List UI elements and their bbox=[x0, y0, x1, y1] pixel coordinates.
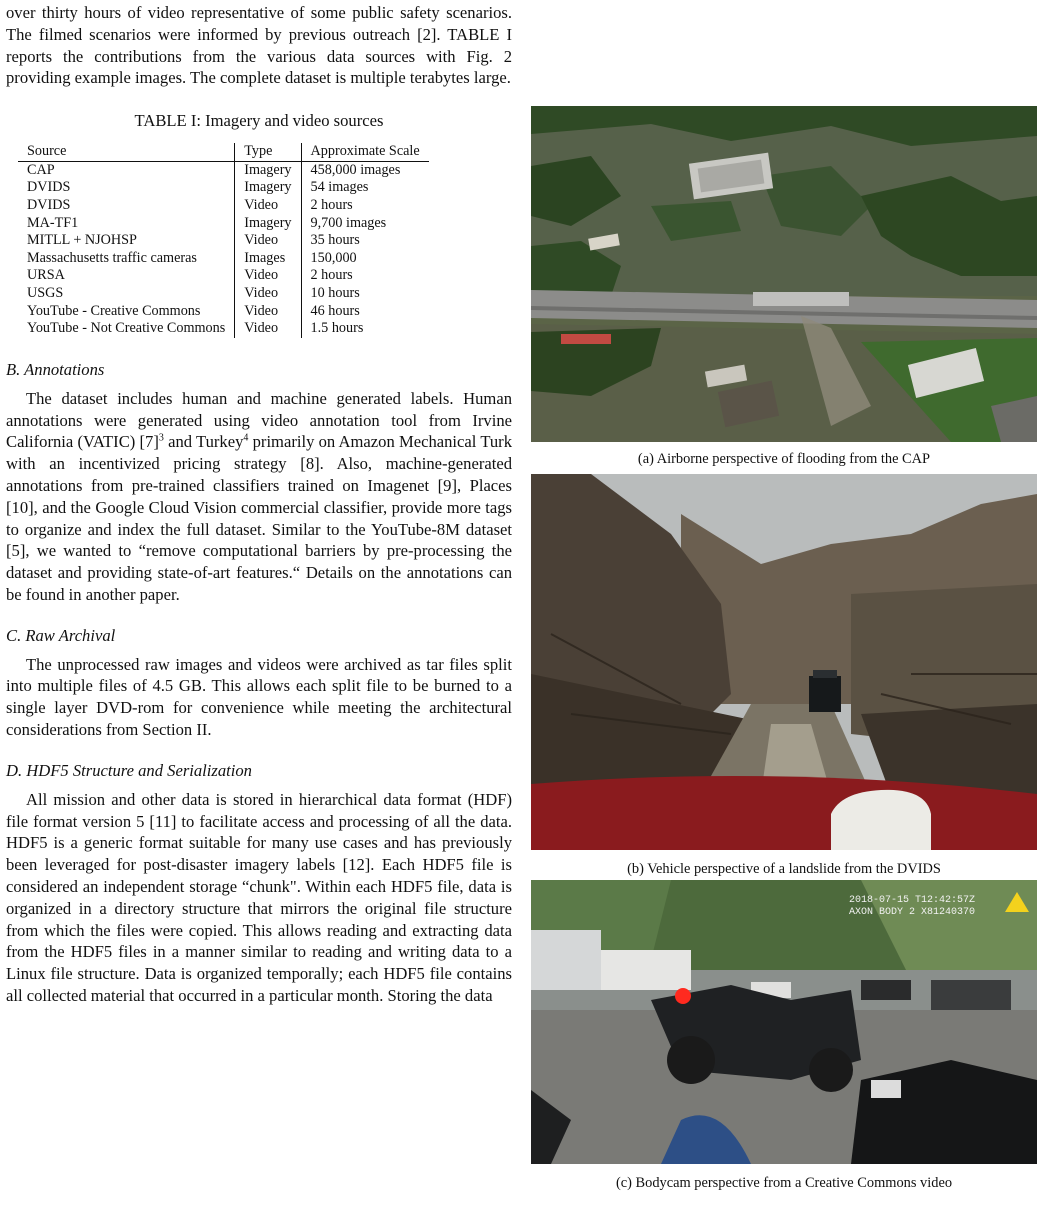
table-row bbox=[18, 161, 429, 179]
scale-cell: 150,000 bbox=[310, 249, 357, 266]
type-cell: Video bbox=[235, 197, 301, 215]
figure-b-landslide-image bbox=[531, 474, 1037, 850]
type-cell: Video bbox=[235, 232, 301, 250]
scale-cell: 2 hours bbox=[310, 267, 353, 284]
source-cell: DVIDS bbox=[18, 197, 235, 215]
source-cell: USGS bbox=[18, 285, 235, 303]
type-cell: Imagery bbox=[235, 215, 301, 233]
header-type: Type bbox=[235, 143, 301, 161]
footnote-3: 3 bbox=[158, 432, 164, 444]
type-cell: Imagery bbox=[235, 161, 301, 179]
footnote-4: 4 bbox=[243, 432, 249, 444]
table-header-row bbox=[18, 143, 429, 161]
bodycam-overlay-line1: 2018-07-15 T12:42:57Z bbox=[849, 895, 976, 906]
section-c-text: The unprocessed raw images and videos were archived as tar files split into multiple files of 4.5 GB. This allows each split file to be burned to a single layer DVD-rom for convenience while meeting the architectural considerations from Section II. bbox=[6, 654, 512, 740]
table-row bbox=[18, 215, 429, 233]
section-c-heading: C. Raw Archival bbox=[6, 625, 116, 645]
source-cell: MITLL + NJOHSP bbox=[18, 232, 235, 250]
section-b-heading: B. Annotations bbox=[6, 359, 105, 379]
table-row bbox=[18, 267, 429, 285]
bodycam-overlay-line2: AXON BODY 2 X81240370 bbox=[849, 907, 976, 918]
figure-a-flooding-image bbox=[531, 106, 1037, 442]
scale-cell: 1.5 hours bbox=[310, 320, 364, 337]
source-cell: YouTube - Not Creative Commons bbox=[18, 320, 235, 338]
source-cell: URSA bbox=[18, 267, 235, 285]
left-column bbox=[6, 0, 512, 1007]
table-row bbox=[18, 320, 429, 338]
figure-c-caption: (c) Bodycam perspective from a Creative Commons video bbox=[615, 1175, 953, 1191]
type-cell: Video bbox=[235, 303, 301, 321]
scale-cell: 458,000 images bbox=[310, 161, 401, 178]
scale-cell: 35 hours bbox=[310, 232, 360, 249]
section-d-text: All mission and other data is stored in hierarchical data format (HDF) file format version 5 [11] to facilitate access and processing of all the data. HDF5 is a generic format suitable for many use cases and has previously been leveraged for post-disaster imagery labels [12]. Each HDF5 file is considered an independent storage “chunk". Within each HDF5 file, data is organized in a directory structure that mirrors the original file structure from which the files were copied. This allows reading and extracting data from the HDF5 files in a manner similar to reading and writing data to a Linux file structure. Data is organized temporally; each HDF5 file contains all collected material that occurred in a particular month. Storing the data bbox=[6, 789, 512, 1006]
scale-cell: 9,700 images bbox=[310, 214, 387, 231]
scale-cell: 2 hours bbox=[310, 196, 353, 213]
scale-cell: 54 images bbox=[310, 179, 369, 196]
table-body bbox=[18, 161, 429, 337]
type-cell: Imagery bbox=[235, 179, 301, 197]
type-cell: Images bbox=[235, 250, 301, 268]
figure-a-caption: (a) Airborne perspective of flooding from the CAP bbox=[637, 451, 931, 467]
scale-cell: 10 hours bbox=[310, 284, 360, 301]
table-row bbox=[18, 197, 429, 215]
source-cell: Massachusetts traffic cameras bbox=[18, 250, 235, 268]
table-row bbox=[18, 179, 429, 197]
intro-paragraph: over thirty hours of video representative of some public safety scenarios. The filmed scenarios were informed by previous outreach [2]. TABLE I reports the contributions from the various data sources with Fig. 2 providing example images. The complete dataset is multiple terabytes large. bbox=[6, 3, 512, 88]
figure-c-bodycam-image bbox=[531, 880, 1037, 1164]
source-cell: DVIDS bbox=[18, 179, 235, 197]
type-cell: Video bbox=[235, 320, 301, 338]
section-d-heading: D. HDF5 Structure and Serialization bbox=[6, 760, 252, 780]
table-caption: TABLE I: Imagery and video sources bbox=[134, 111, 384, 131]
table-row bbox=[18, 232, 429, 250]
source-cell: YouTube - Creative Commons bbox=[18, 303, 235, 321]
scale-cell: 46 hours bbox=[310, 302, 360, 319]
sources-table bbox=[18, 143, 429, 338]
header-scale: Approximate Scale bbox=[301, 143, 429, 161]
table-row bbox=[18, 285, 429, 303]
type-cell: Video bbox=[235, 285, 301, 303]
section-b-text: The dataset includes human and machine generated labels. Human annotations were generated using video annotation tool from Irvine California (VATIC) $[7]^3$ and Turkey$^4$ primarily on Amazon Mechanical Turk with an incentivized pricing strategy [8]. Also, machine-generated annotations from pre-trained classifiers trained on Imagenet [9], Places [10], and the Google Cloud Vision commercial classifier, provide more tags to organize and index the full dataset. Similar to the YouTube-8M dataset [5], we wanted to “remove computational barriers by pre-processing the dataset and providing state-of-art features.“ Details on the annotations can be found in another paper. bbox=[6, 388, 512, 604]
table-row bbox=[18, 250, 429, 268]
source-cell: MA-TF1 bbox=[18, 215, 235, 233]
figure-b-caption: (b) Vehicle perspective of a landslide from the DVIDS bbox=[627, 861, 941, 877]
source-cell: CAP bbox=[18, 161, 235, 179]
type-cell: Video bbox=[235, 267, 301, 285]
header-source: Source bbox=[18, 143, 235, 161]
table-row bbox=[18, 303, 429, 321]
